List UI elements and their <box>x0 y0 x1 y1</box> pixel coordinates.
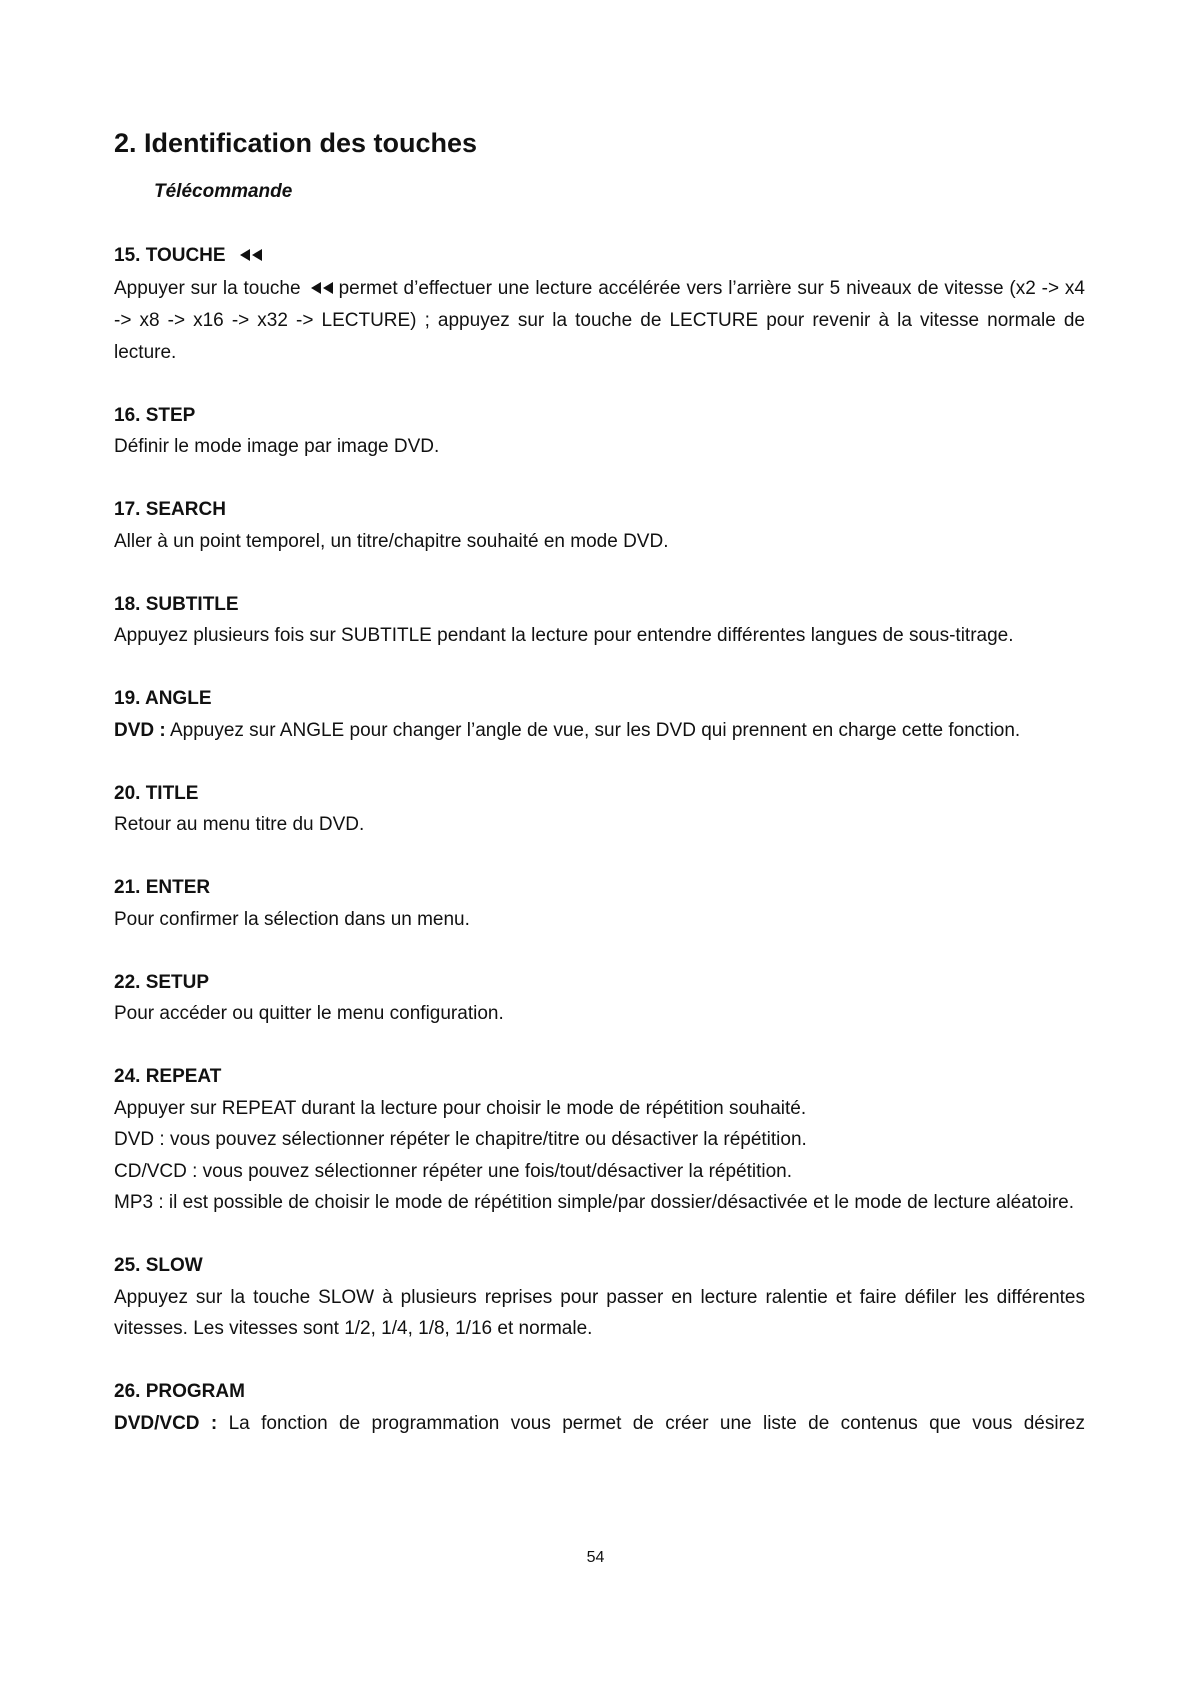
section-title-text: 15. TOUCHE <box>114 245 226 266</box>
section-title: 22. SETUP <box>114 971 210 993</box>
section-title: 24. REPEAT <box>114 1066 222 1087</box>
section-heading: 2. Identification des touches <box>114 128 478 158</box>
section-title: 26. PROGRAM <box>114 1381 245 1402</box>
section-title: 21. ENTER <box>114 877 211 898</box>
section-20 <box>114 778 1085 841</box>
section-paragraph: Retour au menu titre du DVD. <box>114 814 365 835</box>
section-paragraph <box>114 273 1085 369</box>
section-paragraph: CD/VCD : vous pouvez sélectionner répéter une fois/tout/désactiver la répétition. <box>114 1160 793 1182</box>
rewind-icon <box>309 274 335 306</box>
section-title: 19. ANGLE <box>114 688 212 709</box>
section-title: 17. SEARCH <box>114 499 226 520</box>
paragraph-lead: DVD/VCD : <box>114 1412 218 1434</box>
rewind-icon <box>238 241 264 273</box>
section-24 <box>114 1061 1085 1219</box>
section-paragraph: Pour confirmer la sélection dans un menu. <box>114 908 470 930</box>
section-paragraph: Appuyez plusieurs fois sur SUBTITLE pendant la lecture pour entendre différentes langues de sous-titrage. <box>114 625 1014 646</box>
section-19 <box>114 683 1085 746</box>
paragraph-text: Appuyer sur la touche <box>114 277 301 299</box>
section-title: 18. SUBTITLE <box>114 593 239 615</box>
section-paragraph: Appuyez sur la touche SLOW à plusieurs reprises pour passer en lecture ralentie et faire défiler les différentes vitesses. Les vitesses sont 1/2, 1/4, 1/8, 1/16 et normale. <box>114 1286 1085 1339</box>
section-paragraph <box>114 1408 1085 1440</box>
section-paragraph: DVD : vous pouvez sélectionner répéter le chapitre/titre ou désactiver la répétition. <box>114 1129 807 1150</box>
document-body <box>114 240 1085 1471</box>
section-26 <box>114 1376 1085 1439</box>
section-paragraph: Pour accéder ou quitter le menu configuration. <box>114 1003 504 1024</box>
section-21 <box>114 872 1085 935</box>
section-title: 25. SLOW <box>114 1255 203 1276</box>
subsection-heading: Télécommande <box>154 181 293 202</box>
section-paragraph: Aller à un point temporel, un titre/chapitre souhaité en mode DVD. <box>114 530 669 552</box>
paragraph-text: Appuyez sur ANGLE pour changer l’angle de vue, sur les DVD qui prennent en charge cette fonction. <box>165 719 1021 741</box>
section-title: 16. STEP <box>114 404 196 426</box>
section-15 <box>114 240 1085 368</box>
section-25 <box>114 1250 1085 1345</box>
section-title <box>114 240 1085 273</box>
page-number: 54 <box>586 1549 605 1566</box>
section-22 <box>114 967 1085 1030</box>
section-18 <box>114 589 1085 652</box>
section-paragraph <box>114 715 1085 747</box>
section-17 <box>114 494 1085 557</box>
paragraph-lead: DVD : <box>114 719 166 741</box>
section-paragraph: Définir le mode image par image DVD. <box>114 436 440 457</box>
section-paragraph: Appuyer sur REPEAT durant la lecture pour choisir le mode de répétition souhaité. <box>114 1097 807 1119</box>
section-16 <box>114 400 1085 463</box>
paragraph-text: La fonction de programmation vous permet de créer une liste de contenus que vous désirez <box>217 1412 1085 1434</box>
section-paragraph: MP3 : il est possible de choisir le mode de répétition simple/par dossier/désactivée et le mode de lecture aléatoire. <box>114 1192 1075 1213</box>
section-title: 20. TITLE <box>114 782 199 804</box>
paragraph-text: permet d’effectuer une lecture accélérée vers l’arrière sur 5 niveaux de vitesse (x2 -> x4 -> x8 -> x16 -> x32 -> LECTURE) ; appuyez sur la touche de LECTURE pour revenir à la vitesse normale de lecture. <box>114 277 1085 363</box>
